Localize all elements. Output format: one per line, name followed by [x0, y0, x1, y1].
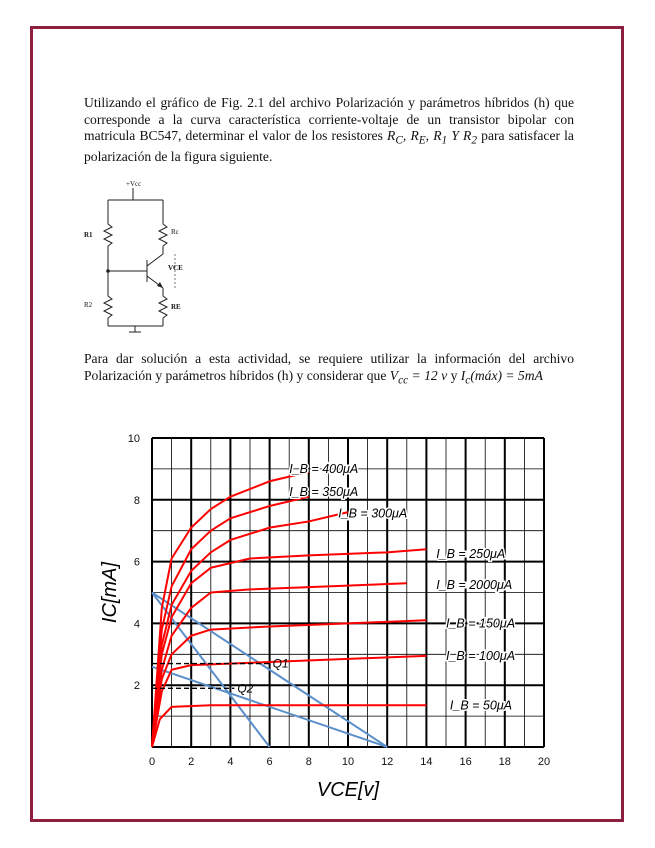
x-tick-label: 16: [459, 756, 472, 768]
x-tick-label: 2: [188, 756, 195, 768]
curve-label: I_B = 350μA: [289, 485, 359, 500]
x-tick-label: 8: [305, 756, 312, 768]
y-tick-label: 8: [133, 494, 140, 507]
x-axis-label: VCE[v]: [316, 779, 380, 801]
vcc-value: $V_{cc} = 12$ v: [389, 367, 448, 387]
x-tick-label: 12: [381, 756, 394, 768]
q-point-label: Q1: [272, 656, 289, 671]
second-paragraph: [84, 351, 574, 389]
q-point-label: Q2: [237, 681, 254, 696]
x-tick-label: 4: [227, 756, 234, 768]
curve-label: I_B = 300μA: [338, 506, 408, 521]
y-axis-label: IC[mA]: [99, 561, 121, 624]
y-tick-label: 2: [133, 680, 140, 693]
curve-label: I_B = 400μA: [289, 461, 359, 476]
x-tick-label: 10: [341, 756, 355, 768]
curve-label: I_B = 150μA: [446, 616, 516, 631]
x-tick-label: 20: [537, 756, 551, 768]
r2-label: R2: [84, 301, 93, 309]
intro-paragraph: [84, 95, 574, 166]
vce-label: VCE: [168, 264, 183, 272]
y-tick-label: 6: [133, 556, 140, 569]
second-text: Para dar solución a esta actividad, se requiere utilizar la información del archivo Polarización y parámetros híbridos (h) y considerar que: [84, 351, 574, 383]
ic-max-value: $I_c(máx) = 5mA$: [460, 367, 543, 387]
x-tick-label: 18: [498, 756, 511, 768]
r1-label: R1: [84, 231, 93, 239]
curve-label: I_B = 2000μA: [436, 577, 513, 592]
curve-label: I_B = 50μA: [449, 698, 513, 713]
intro-text: Utilizando el gráfico de Fig. 2.1 del archivo Polarización y parámetros híbridos (h) que corresponde a la curva característica corriente-voltaje de un transistor bipolar con matricula BC547, determinar el valor de los resistores: [84, 95, 574, 143]
y-tick-label: 4: [133, 618, 140, 631]
curve-label: I_B = 100μA: [446, 648, 516, 663]
intro-tail: para satisfacer la polarización de la figura siguiente.: [84, 128, 574, 165]
y-tick-label: 10: [127, 433, 140, 445]
conjunction: y: [450, 367, 458, 383]
transistor-characteristic-chart: [94, 424, 564, 812]
vcc-label: +Vcc: [126, 180, 142, 188]
x-tick-label: 0: [148, 756, 156, 768]
x-tick-label: 14: [420, 756, 433, 768]
resistor-list: $R_C$, $R_E$, $R_1$ Y $R_2$: [387, 128, 478, 147]
rc-label: Rc: [171, 228, 179, 236]
bias-circuit-diagram: [75, 176, 185, 334]
re-label: RE: [171, 303, 181, 311]
x-tick-label: 6: [266, 756, 273, 768]
curve-label: I_B = 250μA: [436, 546, 506, 561]
